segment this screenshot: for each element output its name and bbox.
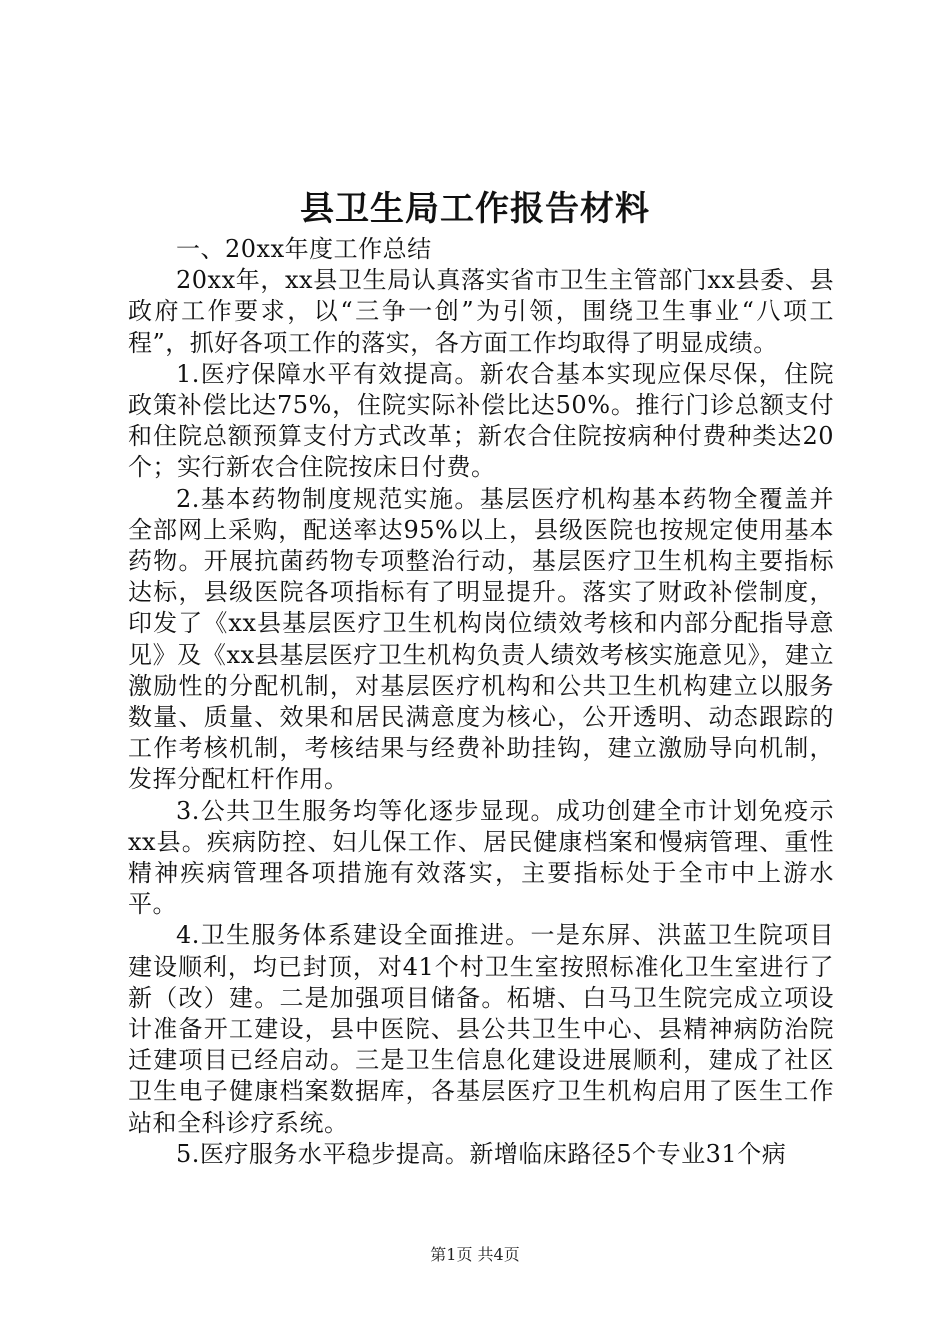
paragraph-item-4: 4.卫生服务体系建设全面推进。一是东屏、洪蓝卫生院项目建设顺利，均已封顶，对41个村卫生室按照标准化卫生室进行了新（改）建。二是加强项目储备。柘塘、白马卫生院完成立项设计准备开工建设，县中医院、县公共卫生中心、县精神病防治院迁建项目已经启动。三是卫生信息化建设进展顺利，建成了社区卫生电子健康档案数据库，各基层医疗卫生机构启用了医生工作站和全科诊疗系统。 xyxy=(128,921,834,1137)
paragraph-item-3: 3.公共卫生服务均等化逐步显现。成功创建全市计划免疫示xx县。疾病防控、妇儿保工作、居民健康档案和慢病管理、重性精神疾病管理各项措施有效落实，主要指标处于全市中上游水平。 xyxy=(128,796,834,919)
page-footer: 第1页 共4页 xyxy=(430,1245,520,1264)
paragraph-item-2: 2.基本药物制度规范实施。基层医疗机构基本药物全覆盖并全部网上采购，配送率达95%以上，县级医院也按规定使用基本药物。开展抗菌药物专项整治行动，基层医疗卫生机构主要指标达标，县级医院各项指标有了明显提升。落实了财政补偿制度，印发了《xx县基层医疗卫生机构岗位绩效考核和内部分配指导意见》及《xx县基层医疗卫生机构负责人绩效考核实施意见》，建立激励性的分配机制，对基层医疗机构和公共卫生机构建立以服务数量、质量、效果和居民满意度为核心，公开透明、动态跟踪的工作考核机制，考核结果与经费补助挂钩，建立激励导向机制，发挥分配杠杆作用。 xyxy=(128,484,834,794)
document-body xyxy=(128,234,834,1170)
document-title: 县卫生局工作报告材料 xyxy=(300,189,650,229)
paragraph-item-1: 1.医疗保障水平有效提高。新农合基本实现应保尽保，住院政策补偿比达75%，住院实际补偿比达50%。推行门诊总额支付和住院总额预算支付方式改革；新农合住院按病种付费种类达20个；实行新农合住院按床日付费。 xyxy=(128,359,834,482)
paragraph-intro: 20xx年，xx县卫生局认真落实省市卫生主管部门xx县委、县政府工作要求，以“三争一创”为引领，围绕卫生事业“八项工程”，抓好各项工作的落实，各方面工作均取得了明显成绩。 xyxy=(128,266,834,357)
section-heading: 一、20xx年度工作总结 xyxy=(176,235,432,263)
paragraph-item-5: 5.医疗服务水平稳步提高。新增临床路径5个专业31个病 xyxy=(176,1139,787,1168)
